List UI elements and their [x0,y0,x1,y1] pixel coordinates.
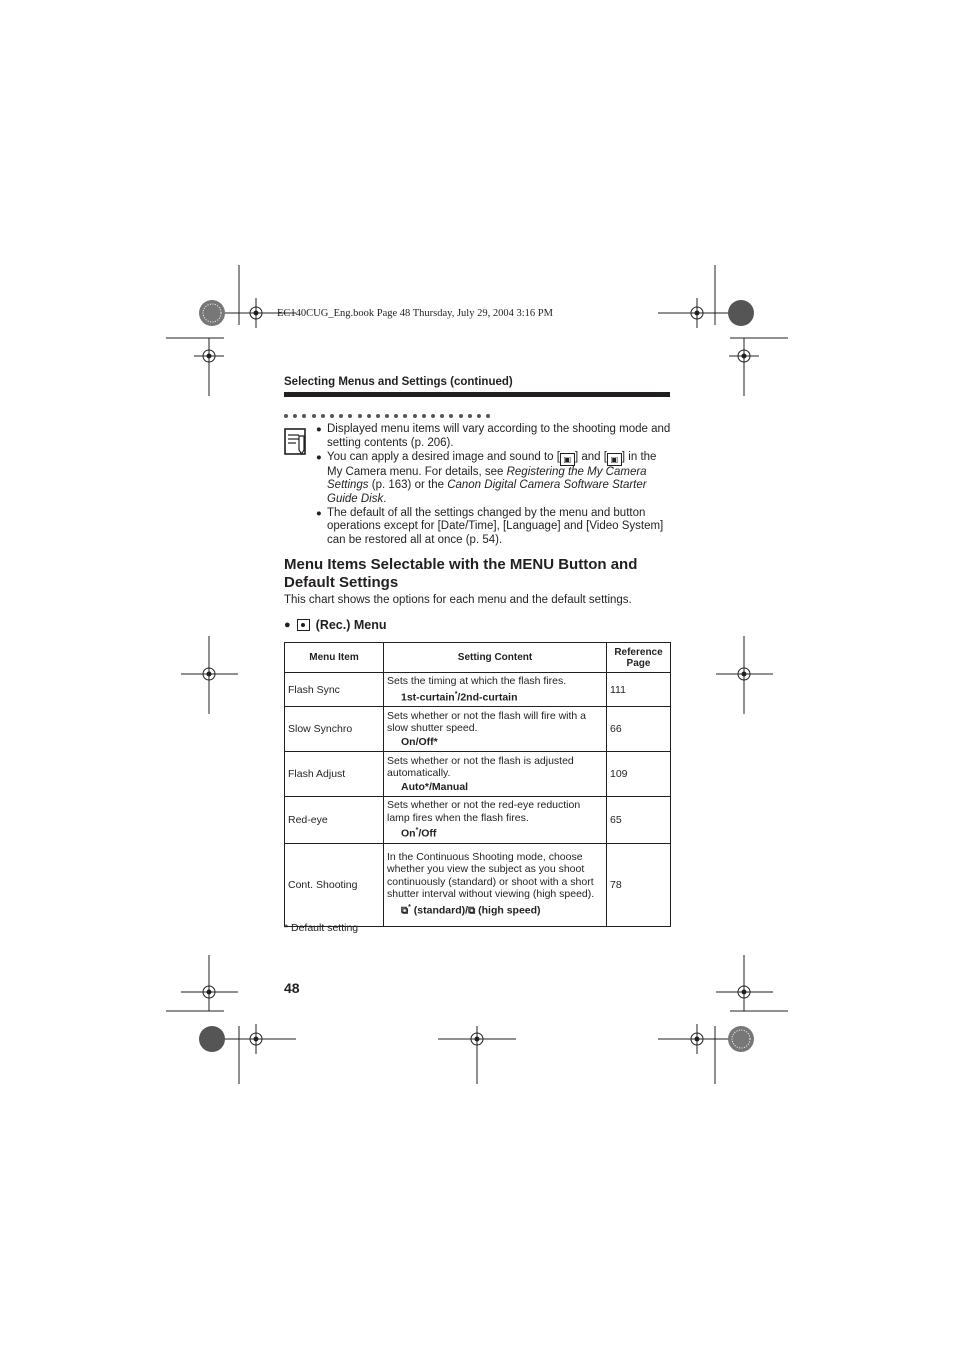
table-header-row [285,643,671,673]
menu-item-cell: Red-eye [285,797,384,844]
reference-page-cell: 109 [607,752,671,797]
intro-text: This chart shows the options for each menu and the default settings. [284,594,632,606]
menu-item-cell: Slow Synchro [285,707,384,752]
setting-options: On/Off* [401,735,438,748]
menu-settings-table [284,642,671,927]
note-item: ● Displayed menu items will vary according to the shooting mode and setting contents (p. 206). [316,423,672,450]
note-list [316,423,672,548]
section-title: Selecting Menus and Settings (continued) [284,376,513,388]
reference-page-cell: 78 [607,843,671,926]
setting-content-cell: Sets whether or not the red-eye reduction lamp fires when the flash fires. On*/Off [384,797,607,844]
start-up-image-icon: ▣ [560,453,575,466]
setting-options: ⧉* (standard)/⧉ (high speed) [401,903,541,917]
note-pad-icon [284,426,308,456]
table-row [285,797,671,844]
table-row [285,673,671,707]
menu-item-cell: Cont. Shooting [285,843,384,926]
reference-page-cell: 111 [607,673,671,707]
note-item: ● You can apply a desired image and sound to [ ▣ ] and [ ▣ ] in the My Camera menu. For details, see Registering the My Camera Settings (p. 163) or the Canon Digital Camera Software Starter Guide Disk. [316,451,672,507]
continuous-high-speed-icon: ⧉ [468,905,476,917]
reference-page-cell: 65 [607,797,671,844]
footnote: * Default setting [284,922,359,934]
rec-menu-label: ● (Rec.) Menu [284,618,387,632]
setting-content-cell: Sets whether or not the flash is adjusted automatically. Auto*/Manual [384,752,607,797]
reference-page-cell: 66 [607,707,671,752]
setting-content-cell: Sets the timing at which the flash fires. 1st-curtain*/2nd-curtain [384,673,607,707]
menu-item-cell: Flash Adjust [285,752,384,797]
table-row [285,752,671,797]
table-row [285,707,671,752]
setting-options: On*/Off [401,827,437,840]
menu-item-cell: Flash Sync [285,673,384,707]
page-number: 48 [284,980,300,996]
note-item: ● The default of all the settings changed by the menu and button operations except for [Date/Time], [Language] and [Video System] can be restored all at once (p. 54). [316,507,672,548]
section-divider [284,392,670,397]
note-dotted-rule [284,414,495,418]
setting-options: 1st-curtain*/2nd-curtain [401,690,518,703]
bullet-icon: ● [284,619,291,631]
continuous-standard-icon: ⧉ [401,905,409,917]
shutter-sound-icon: ▣ [607,453,622,466]
print-header: EC140CUG_Eng.book Page 48 Thursday, July 29, 2004 3:16 PM [277,308,553,319]
setting-options: Auto*/Manual [401,780,469,793]
setting-content-cell: Sets whether or not the flash will fire with a slow shutter speed. On/Off* [384,707,607,752]
camera-rec-icon [297,619,310,631]
header-setting-content: Setting Content [384,643,607,673]
page-title: Menu Items Selectable with the MENU Button and Default Settings [284,556,638,591]
header-menu-item: Menu Item [285,643,384,673]
table-row [285,843,671,926]
setting-content-cell: In the Continuous Shooting mode, choose whether you view the subject as you shoot continuously (standard) or shoot with a short shutter interval without viewing (high speed). ⧉* (standard)/⧉ (high speed) [384,843,607,926]
header-reference-page: Reference Page [607,643,671,673]
